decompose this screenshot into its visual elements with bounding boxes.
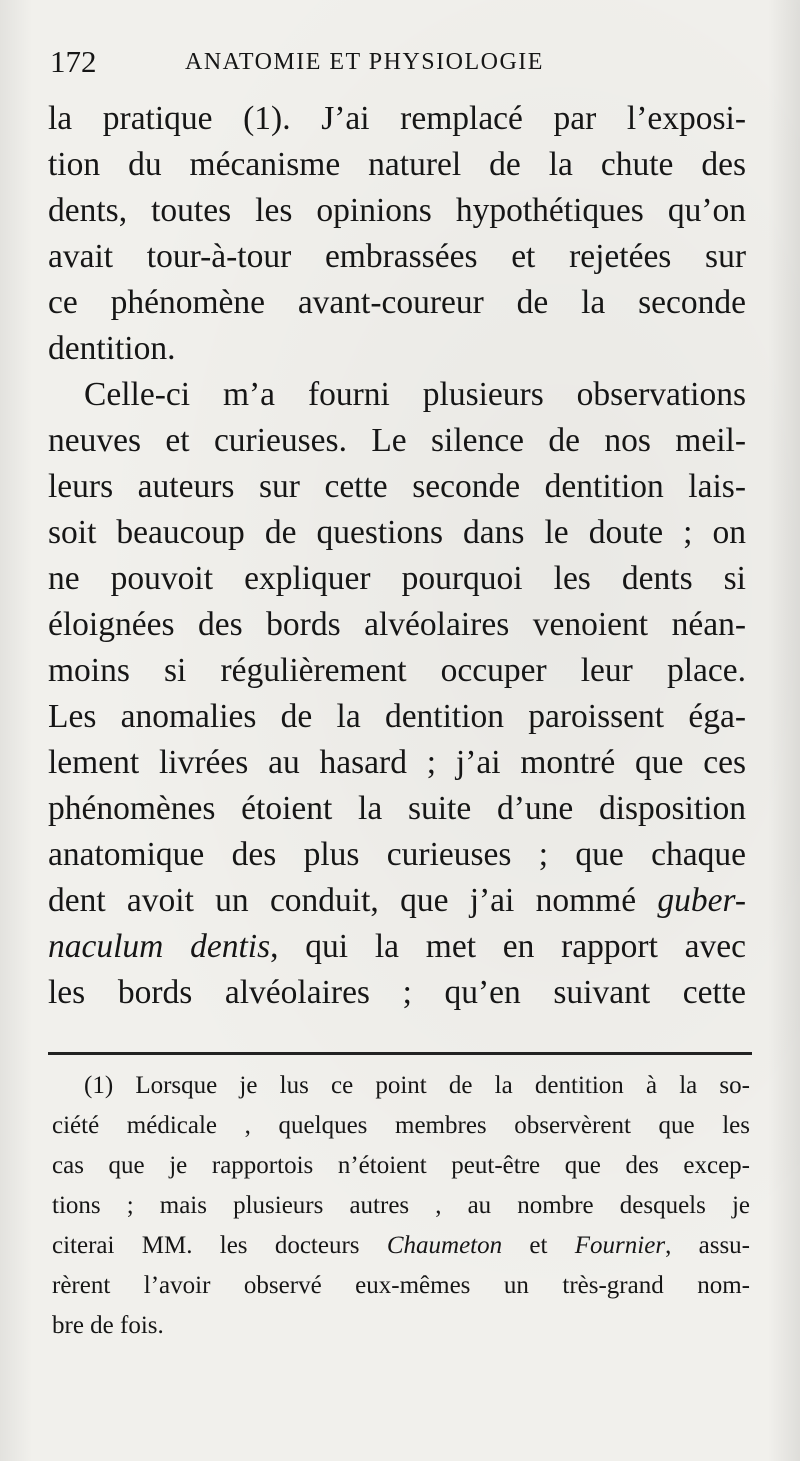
text-line: dent avoit un conduit, que j’ai nommé guber- [48,882,746,919]
main-text [48,96,746,1016]
text-line: neuves et curieuses. Le silence de nos meil- [48,422,746,459]
text-line: ne pouvoit expliquer pourquoi les dents si [48,560,746,597]
footnote-line: ciété médicale , quelques membres observèrent que les [52,1112,750,1139]
text-line: dents, toutes les opinions hypothétiques qu’on [48,192,746,229]
text-line: ce phénomène avant-coureur de la seconde [48,284,746,321]
footnote-line: cas que je rapportois n’étoient peut-être que des excep- [52,1152,750,1179]
footnote-line: bre de fois. [52,1312,164,1339]
page-header [50,40,750,84]
page-number: 172 [50,44,97,79]
text-line: tion du mécanisme naturel de la chute des [48,146,746,183]
text-line: Les anomalies de la dentition paroissent éga- [48,698,746,735]
text-line: leurs auteurs sur cette seconde dentition lais- [48,468,746,505]
text-line: soit beaucoup de questions dans le doute ; on [48,514,746,551]
footnote-line: rèrent l’avoir observé eux-mêmes un très-grand nom- [52,1272,750,1299]
text-line: la pratique (1). J’ai remplacé par l’exposi- [48,100,746,137]
running-head: ANATOMIE ET PHYSIOLOGIE [185,49,544,75]
text-line: anatomique des plus curieuses ; que chaque [48,836,746,873]
footnote-line: tions ; mais plusieurs autres , au nombre desquels je [52,1192,750,1219]
text-line: Celle-ci m’a fourni plusieurs observations [84,376,746,413]
text-line: phénomènes étoient la suite d’une disposition [48,790,746,827]
footnote [52,1066,750,1346]
text-line: avait tour-à-tour embrassées et rejetées sur [48,238,746,275]
text-line: lement livrées au hasard ; j’ai montré que ces [48,744,746,781]
footnote-line: citerai MM. les docteurs Chaumeton et Fournier, assu- [52,1232,750,1259]
text-line: moins si régulièrement occuper leur place. [48,652,746,689]
text-line: dentition. [48,330,176,367]
text-line: naculum dentis, qui la met en rapport avec [48,928,747,965]
text-line: les bords alvéolaires ; qu’en suivant cette [48,974,746,1011]
footnote-line: (1) Lorsque je lus ce point de la dentition à la so- [84,1072,750,1099]
footnote-rule [48,1052,752,1055]
text-line: éloignées des bords alvéolaires venoient néan- [48,606,746,643]
